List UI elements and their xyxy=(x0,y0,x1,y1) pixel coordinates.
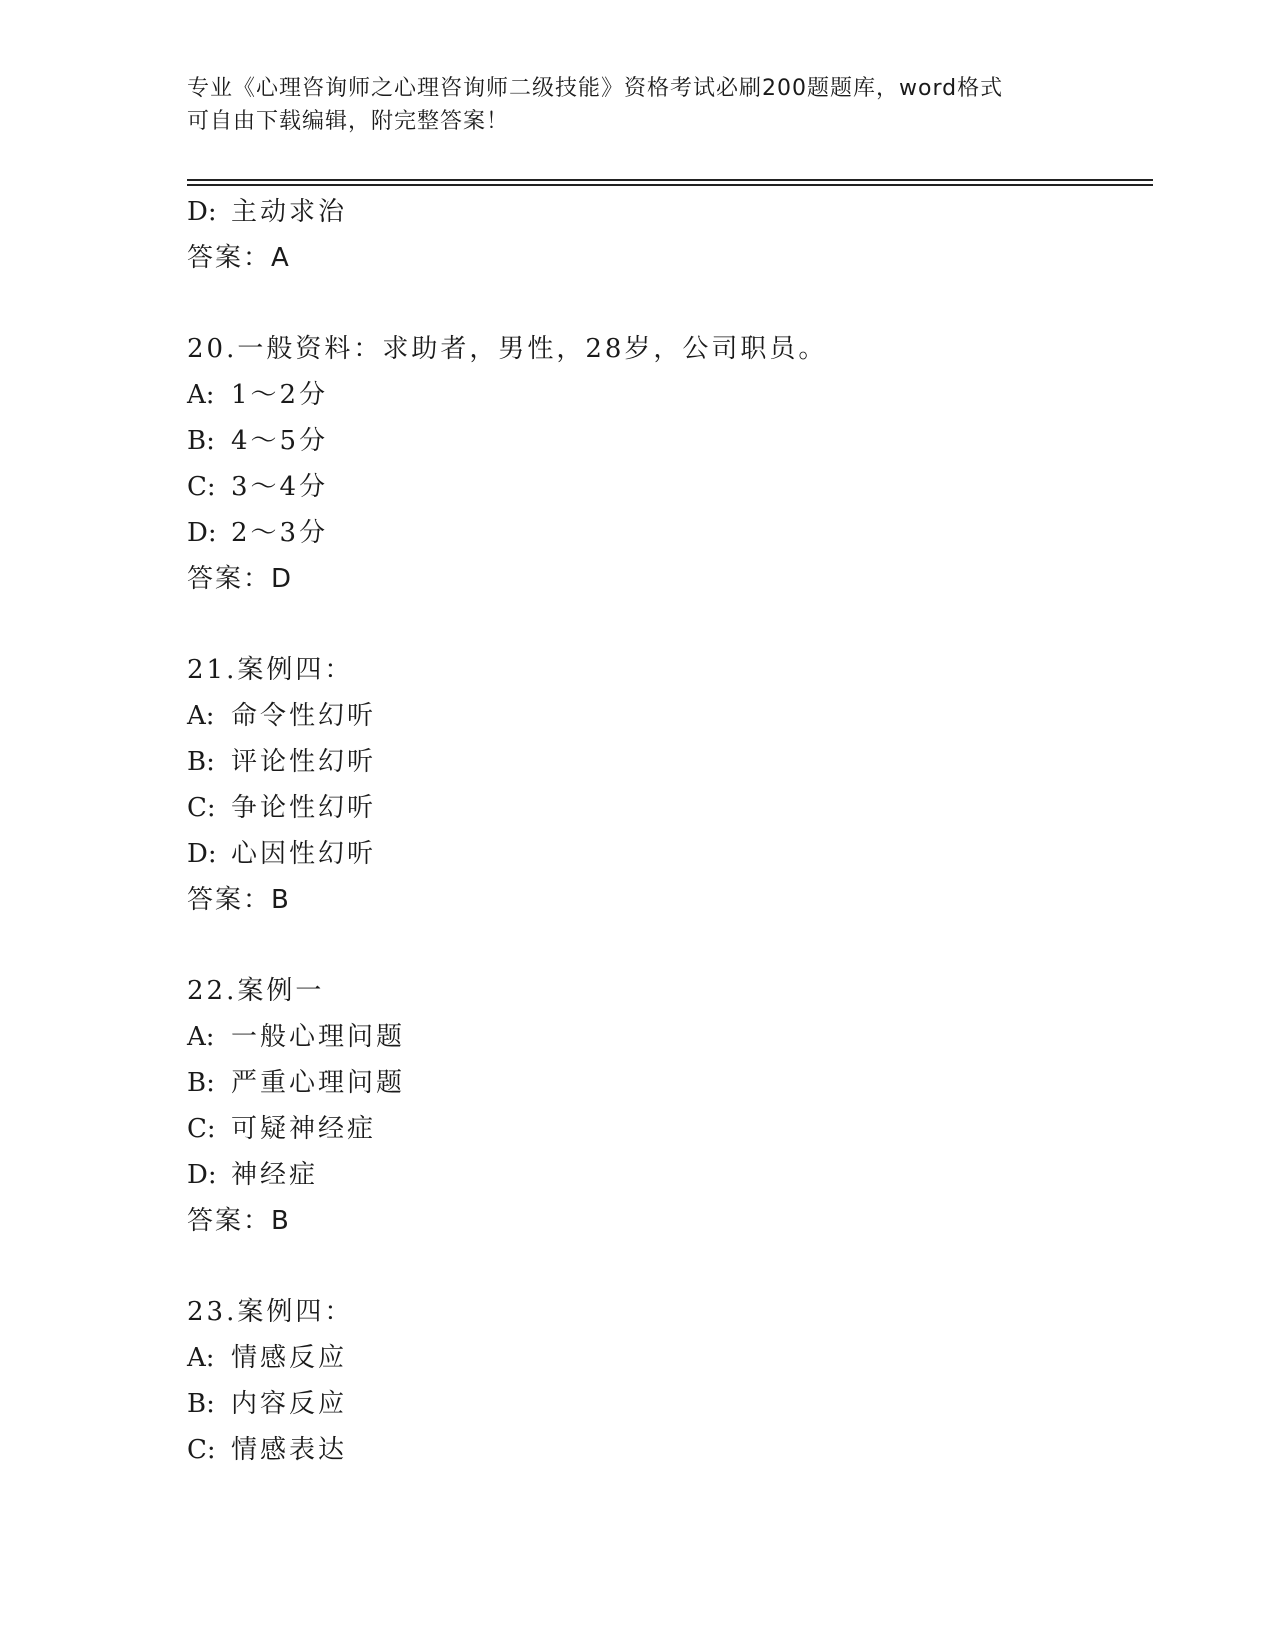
option-row xyxy=(187,1106,1147,1152)
option-label: B: xyxy=(187,747,215,777)
option-row xyxy=(187,831,1147,877)
option-label: D: xyxy=(187,197,217,227)
option-text: 命令性幻听 xyxy=(231,701,377,731)
answer-line: 答案：B xyxy=(187,885,291,915)
option-text: 心因性幻听 xyxy=(231,839,377,869)
option-row xyxy=(187,372,1147,418)
question-block xyxy=(187,326,1147,602)
option-label: D: xyxy=(187,518,217,548)
answer-line: 答案：B xyxy=(187,1206,291,1236)
question-block xyxy=(187,968,1147,1244)
option-label: D: xyxy=(187,839,217,869)
option-row xyxy=(187,1014,1147,1060)
question-block xyxy=(187,1289,1147,1473)
option-text: 3～4分 xyxy=(231,472,329,502)
option-label: C: xyxy=(187,472,216,502)
option-label: A: xyxy=(187,701,215,731)
option-label: A: xyxy=(187,1343,215,1373)
option-row xyxy=(187,1152,1147,1198)
option-row xyxy=(187,785,1147,831)
question-block xyxy=(187,647,1147,923)
option-row xyxy=(187,464,1147,510)
question-stem: 20.一般资料：求助者，男性，28岁，公司职员。 xyxy=(187,334,828,364)
option-text: 神经症 xyxy=(231,1160,319,1190)
option-row xyxy=(187,189,1147,235)
option-row xyxy=(187,1381,1147,1427)
option-label: B: xyxy=(187,1389,215,1419)
question-list xyxy=(187,189,1147,1473)
option-text: 4～5分 xyxy=(231,426,329,456)
header-divider-top xyxy=(187,179,1153,181)
option-text: 情感表达 xyxy=(231,1435,348,1465)
question-block xyxy=(187,189,1147,281)
option-label: A: xyxy=(187,1022,215,1052)
option-row xyxy=(187,693,1147,739)
question-stem: 21.案例四： xyxy=(187,655,354,685)
page-header xyxy=(187,72,1087,138)
option-text: 内容反应 xyxy=(231,1389,348,1419)
answer-line: 答案：A xyxy=(187,243,291,273)
answer-line: 答案：D xyxy=(187,564,294,594)
option-text: 情感反应 xyxy=(231,1343,348,1373)
option-label: A: xyxy=(187,380,215,410)
question-stem: 22.案例一 xyxy=(187,976,325,1006)
option-text: 争论性幻听 xyxy=(231,793,377,823)
option-label: D: xyxy=(187,1160,217,1190)
option-text: 严重心理问题 xyxy=(231,1068,406,1098)
option-text: 一般心理问题 xyxy=(231,1022,406,1052)
header-divider-bottom xyxy=(187,184,1153,186)
option-row xyxy=(187,1060,1147,1106)
option-row xyxy=(187,1427,1147,1473)
option-label: B: xyxy=(187,1068,215,1098)
header-line-2: 可自由下载编辑，附完整答案！ xyxy=(187,109,510,134)
option-label: C: xyxy=(187,793,216,823)
option-label: B: xyxy=(187,426,215,456)
option-label: C: xyxy=(187,1114,216,1144)
option-row xyxy=(187,418,1147,464)
option-text: 2～3分 xyxy=(231,518,329,548)
option-text: 1～2分 xyxy=(231,380,329,410)
option-text: 评论性幻听 xyxy=(231,747,377,777)
option-row xyxy=(187,739,1147,785)
option-row xyxy=(187,1335,1147,1381)
option-label: C: xyxy=(187,1435,216,1465)
option-text: 可疑神经症 xyxy=(231,1114,377,1144)
option-text: 主动求治 xyxy=(231,197,348,227)
question-stem: 23.案例四： xyxy=(187,1297,354,1327)
header-line-1: 专业《心理咨询师之心理咨询师二级技能》资格考试必刷200题题库，word格式 xyxy=(187,76,1004,101)
option-row xyxy=(187,510,1147,556)
